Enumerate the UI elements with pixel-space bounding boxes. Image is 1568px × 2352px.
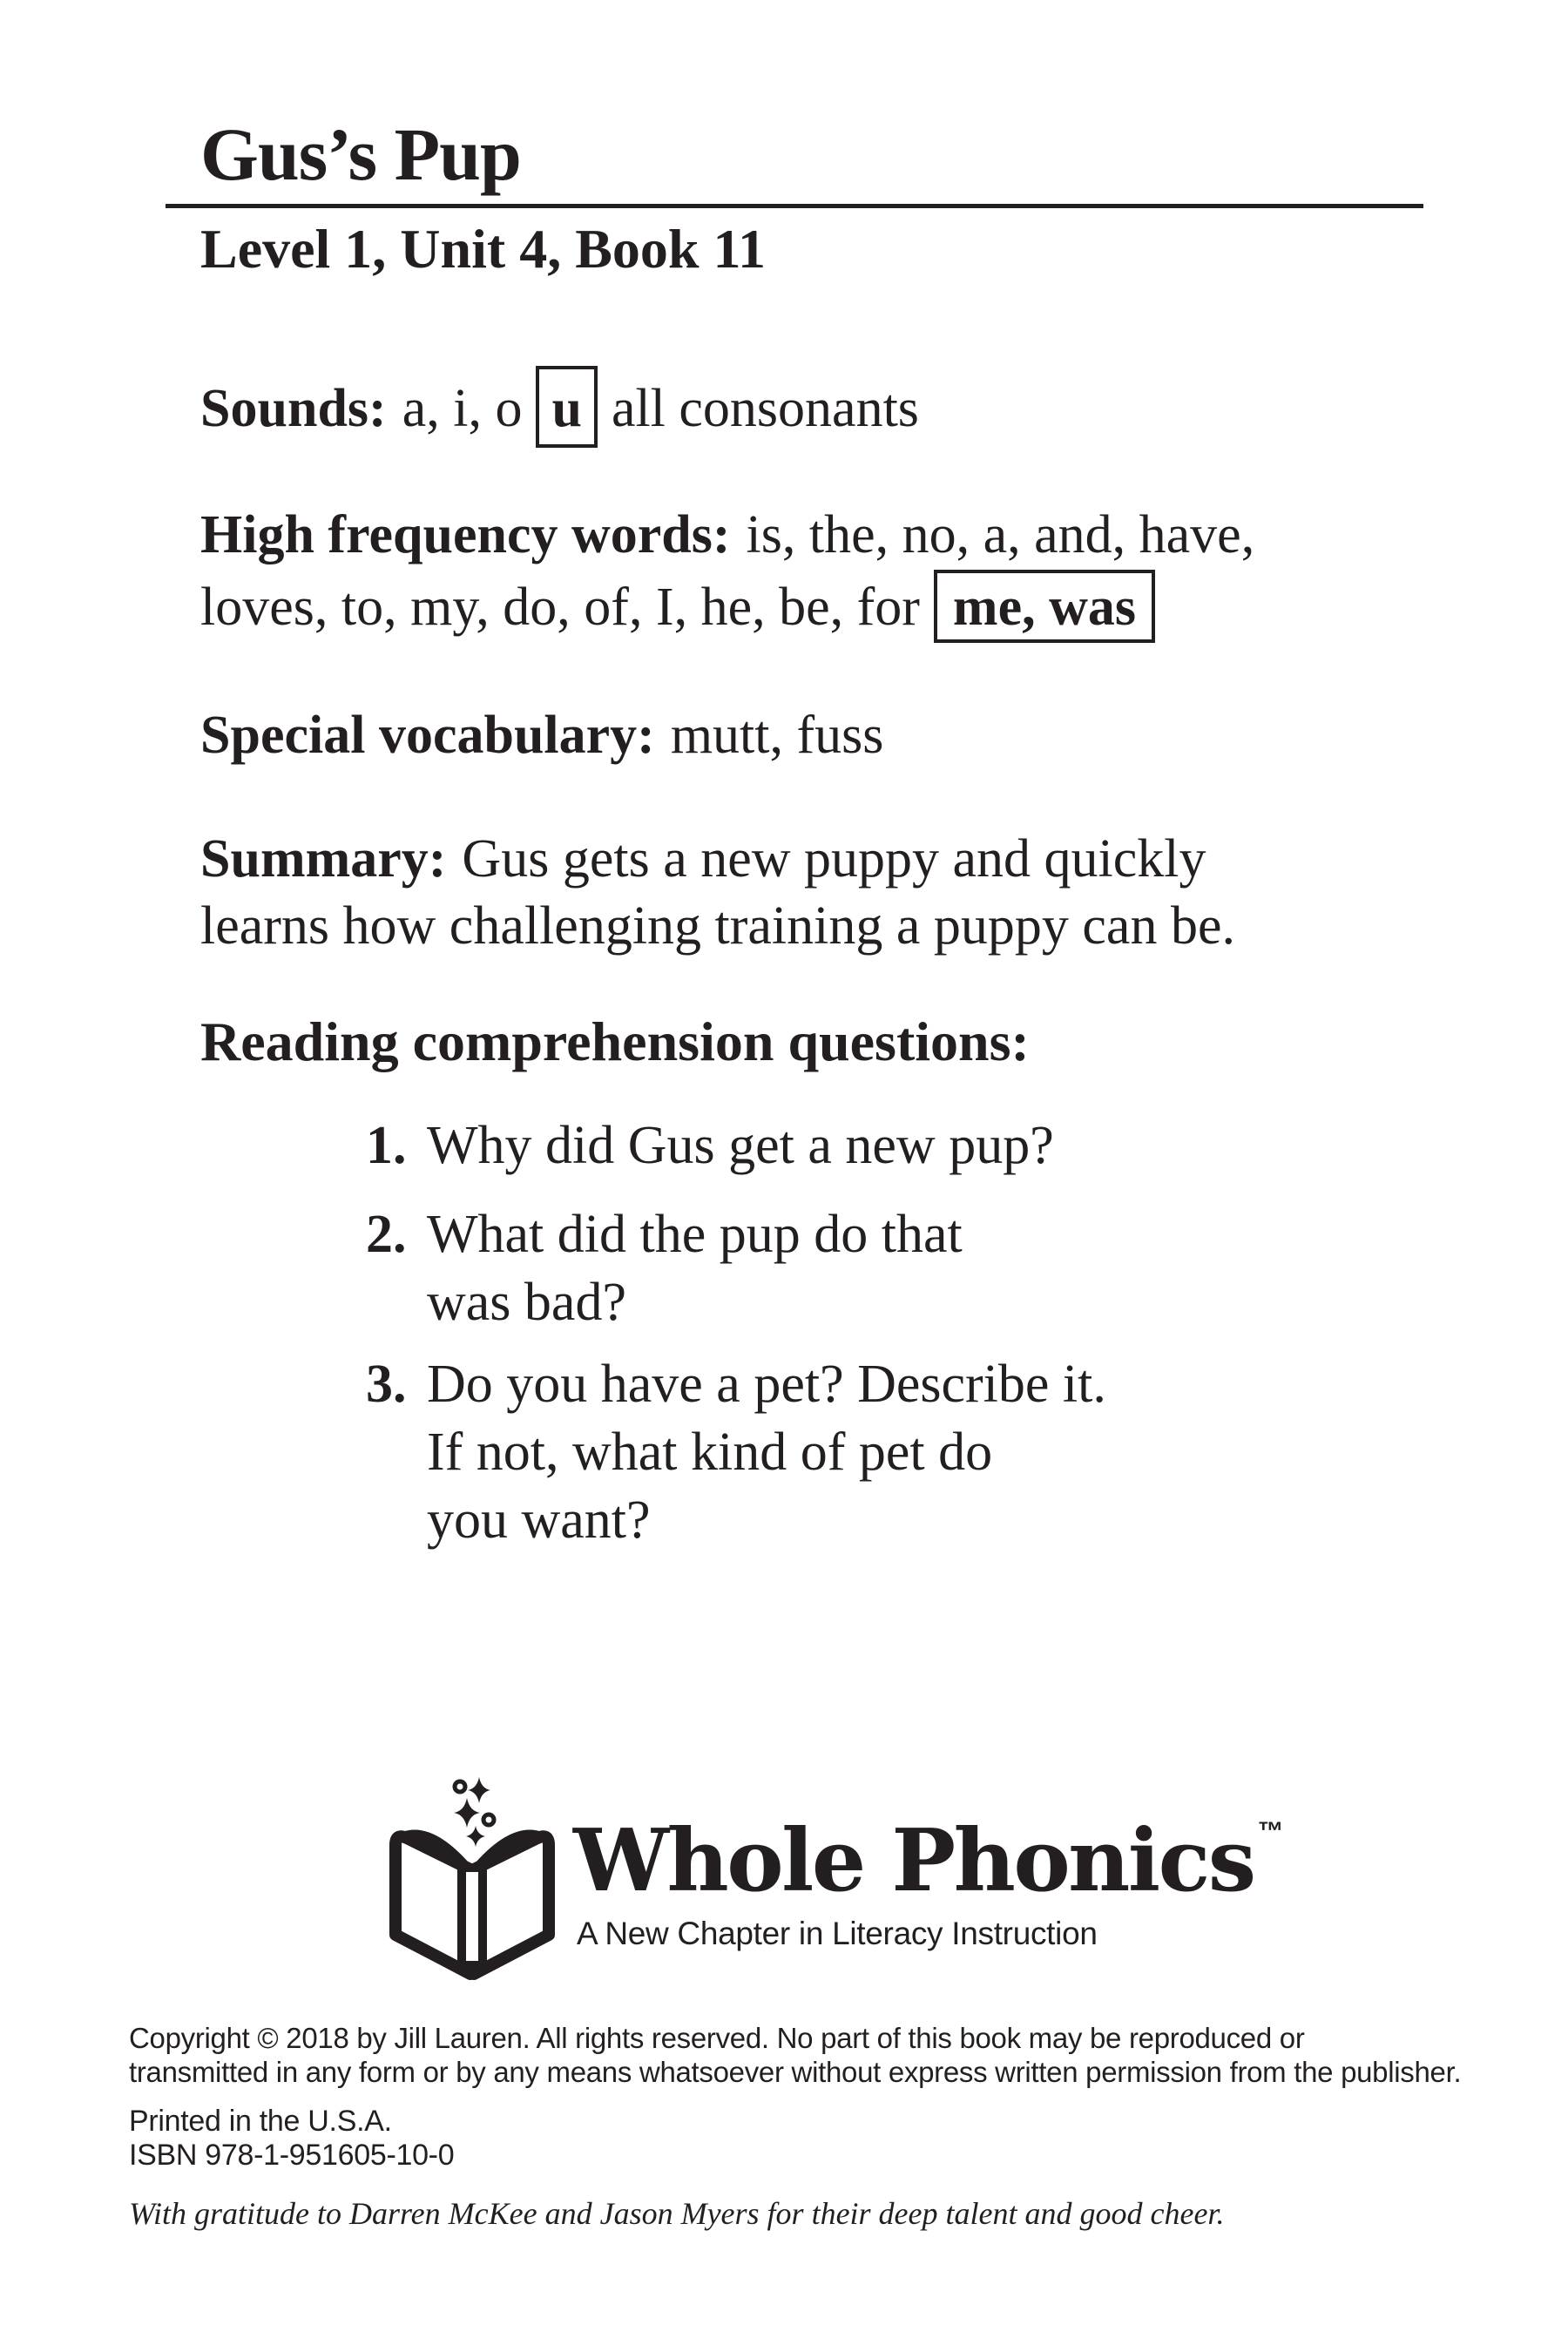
copyright-line-2: transmitted in any form or by any means whatsoever without express written permission from the publisher.: [129, 2056, 1462, 2088]
high-frequency-words-1: is, the, no, a, and, have,: [746, 505, 1255, 564]
whole-phonics-logo: [385, 1774, 559, 1987]
sparkles-icon: [454, 1777, 494, 1847]
question-2-line-1: What did the pup do that: [427, 1205, 963, 1264]
boxed-word-separator: ,: [1022, 578, 1050, 637]
question-3-line-3: you want?: [427, 1490, 651, 1550]
high-frequency-label: High frequency words:: [200, 505, 731, 564]
summary-line-1: [200, 826, 1437, 893]
question-1-number: 1.: [366, 1116, 407, 1175]
question-1: [366, 1112, 1411, 1179]
sounds-list: a, i, o: [402, 379, 523, 438]
question-2-line-2: was bad?: [427, 1273, 626, 1332]
summary-section: [200, 826, 1437, 960]
logo-wordmark: [573, 1811, 1284, 1911]
question-3: [366, 1350, 1411, 1554]
question-2: [366, 1200, 1411, 1336]
open-book-icon: [385, 1774, 559, 1983]
summary-label: Summary:: [200, 829, 447, 889]
high-frequency-line-1: [200, 500, 1437, 570]
question-2-number: 2.: [366, 1205, 407, 1264]
level-unit-book-subtitle: Level 1, Unit 4, Book 11: [200, 218, 766, 280]
summary-text-1: Gus gets a new puppy and quickly: [462, 829, 1206, 889]
sounds-boxed-letter: u: [536, 366, 597, 448]
high-frequency-words-2: loves, to, my, do, of, I, he, be, for: [200, 578, 920, 637]
high-frequency-section: [200, 500, 1437, 643]
trademark-symbol: ™: [1257, 1817, 1284, 1846]
summary-line-2: learns how challenging training a puppy can be.: [200, 896, 1235, 956]
copyright-line-1: Copyright © 2018 by Jill Lauren. All rights reserved. No part of this book may be reproduced or: [129, 2022, 1305, 2054]
question-1-text: [427, 1112, 1054, 1179]
high-frequency-line-2: [200, 570, 1437, 643]
page-title: Gus’s Pup: [200, 112, 521, 196]
isbn: ISBN 978-1-951605-10-0: [129, 2139, 455, 2172]
question-3-line-1: Do you have a pet? Describe it.: [427, 1355, 1106, 1414]
question-3-number: 3.: [366, 1355, 407, 1414]
question-1-line-1: Why did Gus get a new pup?: [427, 1116, 1054, 1175]
title-underline: [166, 204, 1423, 208]
logo-tagline: A New Chapter in Literacy Instruction: [577, 1916, 1098, 1951]
sounds-label: Sounds:: [200, 379, 387, 438]
boxed-word-me: me: [952, 578, 1023, 637]
printing-info: [129, 2105, 454, 2173]
gratitude-note: With gratitude to Darren McKee and Jason Myers for their deep talent and good cheer.: [129, 2196, 1225, 2231]
book-shape: [395, 1835, 549, 1974]
logo-name-text: Whole Phonics: [573, 1811, 1254, 1911]
question-2-text: [427, 1200, 963, 1336]
question-3-line-2: If not, what kind of pet do: [427, 1423, 993, 1482]
question-3-text: [427, 1350, 1106, 1554]
printed-in-usa: Printed in the U.S.A.: [129, 2105, 392, 2138]
sounds-consonants: all consonants: [611, 379, 919, 438]
sounds-section: [200, 366, 1437, 448]
special-vocabulary-words: mutt, fuss: [670, 706, 884, 765]
special-vocabulary-section: [200, 700, 1437, 770]
special-vocabulary-label: Special vocabulary:: [200, 706, 655, 765]
boxed-word-was: was: [1049, 578, 1136, 637]
reading-comprehension-heading: Reading comprehension questions:: [200, 1010, 1030, 1072]
high-frequency-boxed-words: [934, 570, 1155, 643]
copyright-notice: [129, 2021, 1488, 2089]
